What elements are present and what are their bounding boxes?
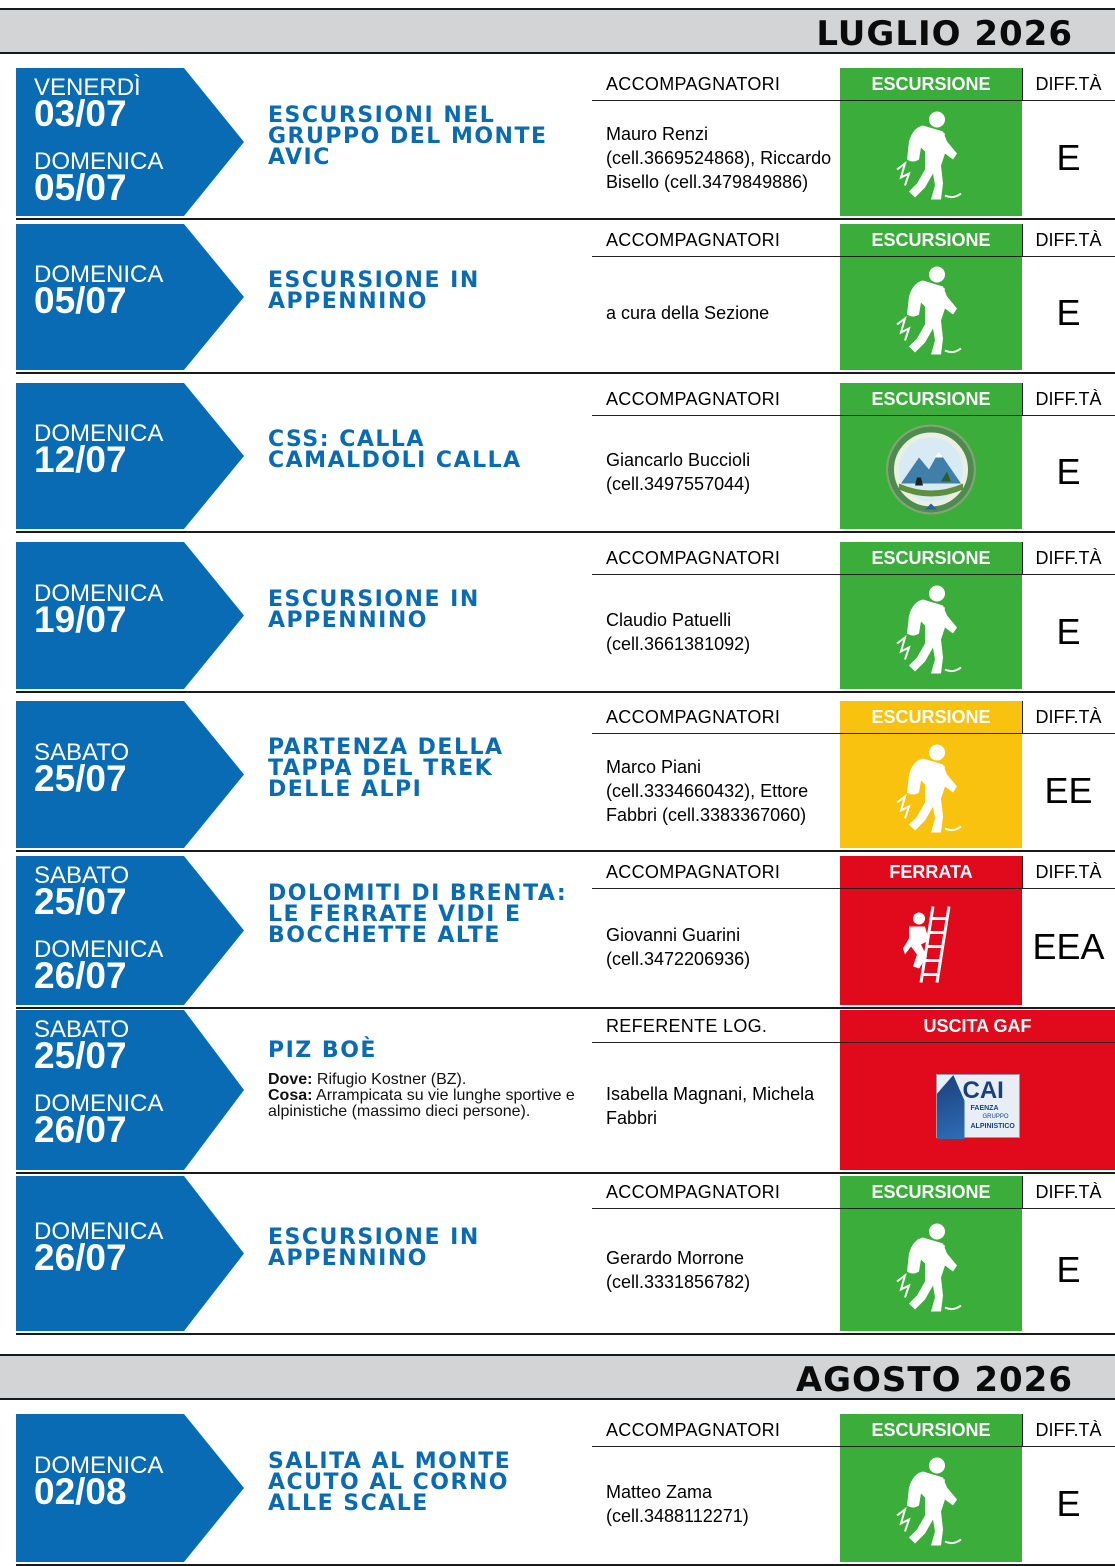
header-divider [592,1042,1115,1043]
difficulty-grade: E [1056,1248,1081,1290]
event-date: 25/07 [34,881,127,922]
event-title: ESCURSIONE IN APPENNINO [268,1225,480,1271]
row-separator [16,691,1115,693]
what-label: Cosa: [268,1087,313,1104]
difficulty-divider [1022,1176,1023,1208]
row-separator [16,372,1115,374]
event-row [0,224,1115,370]
event-day: SABATO [34,738,130,766]
accompanist-text: Mauro Renzi (cell.3669524868), Riccardo Bisello (cell.3479849886) [606,124,832,192]
row-separator [16,1172,1115,1174]
month-banner [0,1354,1115,1400]
hiker-icon [895,740,967,841]
event-description [268,1072,588,1120]
event-date: 05/07 [34,167,127,208]
logo-city: FAENZA [970,1105,999,1112]
type-label: ESCURSIONE [871,707,991,727]
type-label: ESCURSIONE [871,1420,991,1440]
month-title: LUGLIO 2026 [816,14,1073,54]
event-row [0,383,1115,529]
row-separator [16,218,1115,220]
event-day: DOMENICA [34,420,164,447]
accompanist-header: ACCOMPAGNATORI [606,1420,781,1440]
difficulty-header: DIFF.TÀ [1035,74,1102,94]
difficulty-divider [1022,701,1023,733]
hiker-icon [895,1219,967,1320]
event-row [0,1176,1115,1331]
event-title: PARTENZA DELLA TAPPA DEL TREK DELLE ALPI [268,735,504,802]
type-label: ESCURSIONE [871,1182,991,1202]
accompanist-text: Matteo Zama (cell.3488112271) [606,1482,749,1526]
event-date: 26/07 [34,1109,127,1150]
event-title: ESCURSIONI NEL GRUPPO DEL MONTE AVIC [268,103,548,170]
difficulty-grade: E [1056,292,1081,333]
event-date: 25/07 [34,757,127,799]
accompanist-text: Giancarlo Buccioli (cell.3497557044) [606,450,751,494]
event-day: DOMENICA [34,936,164,963]
difficulty-grade: E [1056,451,1081,492]
event-row [0,542,1115,689]
type-label: ESCURSIONE [871,230,991,250]
difficulty-divider [1022,856,1023,888]
event-date: 19/07 [34,598,127,640]
difficulty-header: DIFF.TÀ [1035,862,1102,882]
ladder-climber-icon [903,904,959,989]
accompanist-text: Giovanni Guarini (cell.3472206936) [606,924,751,969]
accompanist-names [592,417,832,527]
accompanist-text: Claudio Patuelli (cell.3661381092) [606,609,751,654]
difficulty-header: DIFF.TÀ [1035,389,1102,409]
difficulty-grade: E [1056,610,1081,652]
accompanist-names [592,890,832,1003]
difficulty-grade: EE [1044,769,1093,811]
accompanist-header: ACCOMPAGNATORI [606,74,781,94]
where-value: Rifugio Kostner (BZ). [316,1071,467,1088]
accompanist-header: ACCOMPAGNATORI [606,230,781,250]
event-day: DOMENICA [34,1452,164,1479]
hiker-icon [895,581,967,682]
difficulty-divider [1022,224,1023,256]
type-label: ESCURSIONE [871,389,991,409]
event-date: 25/07 [34,1035,127,1076]
event-date: 05/07 [34,280,127,321]
where-label: Dove: [268,1071,313,1088]
accompanist-text: Isabella Magnani, Michela Fabbri [606,1084,815,1128]
css-badge-icon [885,424,977,521]
type-label: FERRATA [889,862,973,882]
difficulty-header: DIFF.TÀ [1035,548,1102,568]
what-value: Arrampicata su vie lunghe sportive e alpinistiche (massimo dieci persone). [268,1087,575,1120]
accompanist-names [592,1210,832,1329]
event-title: SALITA AL MONTE ACUTO AL CORNO ALLE SCALE [268,1449,512,1516]
difficulty-header: DIFF.TÀ [1035,1182,1102,1202]
accompanist-text: a cura della Sezione [606,303,770,323]
logo-brand: CAI [962,1077,1004,1104]
accompanist-names [592,576,832,687]
accompanist-header: ACCOMPAGNATORI [606,862,781,882]
event-title: ESCURSIONE IN APPENNINO [268,268,480,314]
row-separator [16,1007,1115,1009]
event-day: VENERDÌ [34,74,141,101]
accompanist-names [592,258,832,368]
month-title: AGOSTO 2026 [795,1360,1073,1400]
event-day: DOMENICA [34,1090,164,1117]
event-title: ESCURSIONE IN APPENNINO [268,587,480,633]
accompanist-text: Gerardo Morrone (cell.3331856782) [606,1247,751,1292]
hiker-icon [895,108,967,209]
accompanist-text: Marco Piani (cell.3334660432), Ettore Fabbri (cell.3383367060) [606,756,809,825]
accompanist-header: ACCOMPAGNATORI [606,548,781,568]
accompanist-header: ACCOMPAGNATORI [606,1182,781,1202]
logo-name: ALPINISTICO [970,1123,1015,1130]
event-date: 26/07 [34,955,127,996]
difficulty-divider [1022,542,1023,574]
difficulty-header: DIFF.TÀ [1035,1420,1102,1440]
logo-group: GRUPPO [982,1114,1009,1120]
difficulty-grade: E [1056,1483,1081,1524]
event-row [0,701,1115,848]
event-day: DOMENICA [34,1217,164,1245]
type-label: ESCURSIONE [871,74,991,94]
event-date: 02/08 [34,1471,127,1512]
type-label: USCITA GAF [923,1016,1032,1036]
event-title: DOLOMITI DI BRENTA: LE FERRATE VIDI E BOCCHETTE ALTE [268,881,568,948]
event-day: DOMENICA [34,261,164,288]
accompanist-header: ACCOMPAGNATORI [606,707,781,727]
event-title: PIZ BOÈ [268,1038,377,1063]
accompanist-names [592,1448,832,1560]
row-separator [16,531,1115,533]
difficulty-grade: E [1056,137,1081,178]
difficulty-header: DIFF.TÀ [1035,230,1102,250]
difficulty-divider [1022,1414,1023,1446]
event-title: CSS: CALLA CAMALDOLI CALLA [268,427,522,473]
event-row [0,68,1115,216]
difficulty-divider [1022,68,1023,100]
month-banner [0,8,1115,54]
type-label: ESCURSIONE [871,548,991,568]
row-separator [16,850,1115,852]
accompanist-names [592,102,832,214]
event-date: 26/07 [34,1236,127,1278]
difficulty-header: DIFF.TÀ [1035,707,1102,727]
hiker-icon [895,1454,967,1555]
event-day: DOMENICA [34,148,164,175]
accompanist-names [592,735,832,846]
difficulty-divider [1022,383,1023,415]
event-day: SABATO [34,1016,130,1043]
event-row [0,1414,1115,1562]
event-row [0,856,1115,1005]
row-separator [16,1333,1115,1335]
cai-faenza-logo [936,1074,1020,1138]
event-day: DOMENICA [34,579,164,607]
difficulty-grade: EEA [1032,925,1105,967]
accompanist-names [592,1044,832,1168]
accompanist-header: ACCOMPAGNATORI [606,389,781,409]
event-row [0,1010,1115,1170]
hiker-icon [895,263,967,364]
accompanist-header: REFERENTE LOG. [606,1016,768,1036]
event-date: 03/07 [34,93,127,134]
event-date: 12/07 [34,439,127,480]
event-day: SABATO [34,862,130,889]
